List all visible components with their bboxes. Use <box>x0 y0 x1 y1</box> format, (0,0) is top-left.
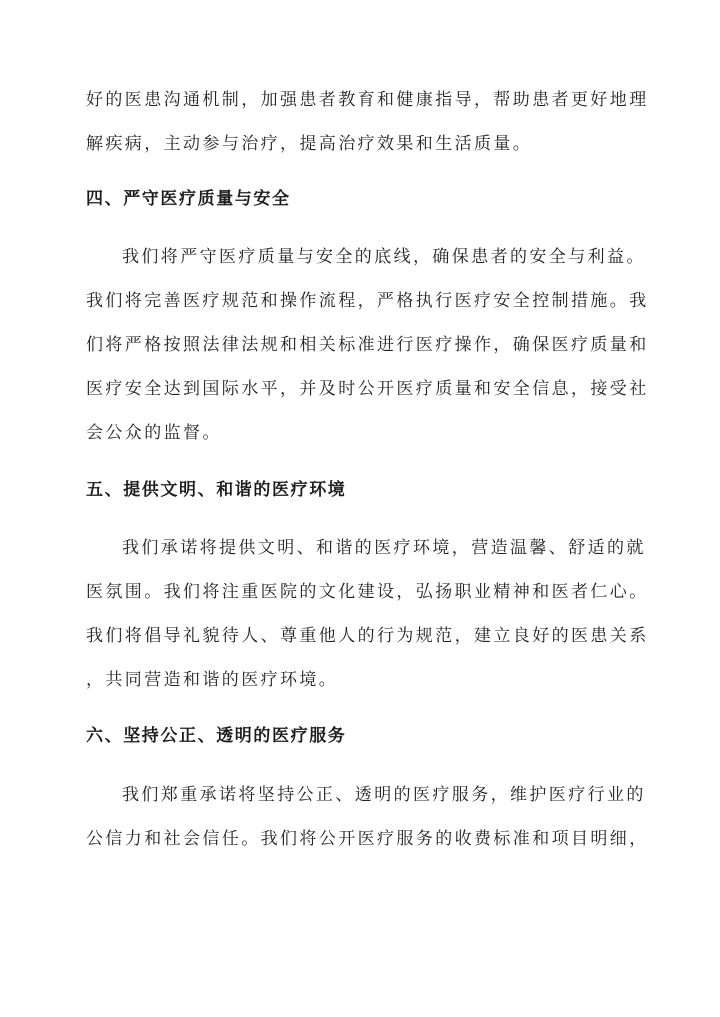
paragraph-line: 会公众的监督。 <box>86 423 222 443</box>
section-heading: 四、严守医疗质量与安全 <box>86 189 291 209</box>
paragraph-line: 我们将严守医疗质量与安全的底线，确保患者的安全与利益。 <box>122 247 646 267</box>
paragraph-line: 们将严格按照法律法规和相关标准进行医疗操作，确保医疗质量和 <box>86 335 649 355</box>
paragraph-line: 医氛围。我们将注重医院的文化建设，弘扬职业精神和医者仁心。 <box>86 582 649 602</box>
paragraph-line: 解疾病，主动参与治疗，提高治疗效果和生活质量。 <box>86 134 533 154</box>
paragraph-line: 我们郑重承诺将坚持公正、透明的医疗服务，维护医疗行业的 <box>122 785 646 805</box>
paragraph-line: 好的医患沟通机制，加强患者教育和健康指导，帮助患者更好地理 <box>86 90 649 110</box>
paragraph-line: 医疗安全达到国际水平，并及时公开医疗质量和安全信息，接受社 <box>86 379 649 399</box>
paragraph-line: 我们将倡导礼貌待人、尊重他人的行为规范，建立良好的医患关系 <box>86 626 649 646</box>
section-heading: 五、提供文明、和谐的医疗环境 <box>86 480 347 500</box>
paragraph-line: 公信力和社会信任。我们将公开医疗服务的收费标准和项目明细， <box>86 829 649 849</box>
section-heading: 六、坚持公正、透明的医疗服务 <box>86 726 347 746</box>
paragraph-line: 我们承诺将提供文明、和谐的医疗环境，营造温馨、舒适的就 <box>122 538 646 558</box>
paragraph-line: 我们将完善医疗规范和操作流程，严格执行医疗安全控制措施。我 <box>86 291 649 311</box>
paragraph-line: ，共同营造和谐的医疗环境。 <box>86 670 339 690</box>
